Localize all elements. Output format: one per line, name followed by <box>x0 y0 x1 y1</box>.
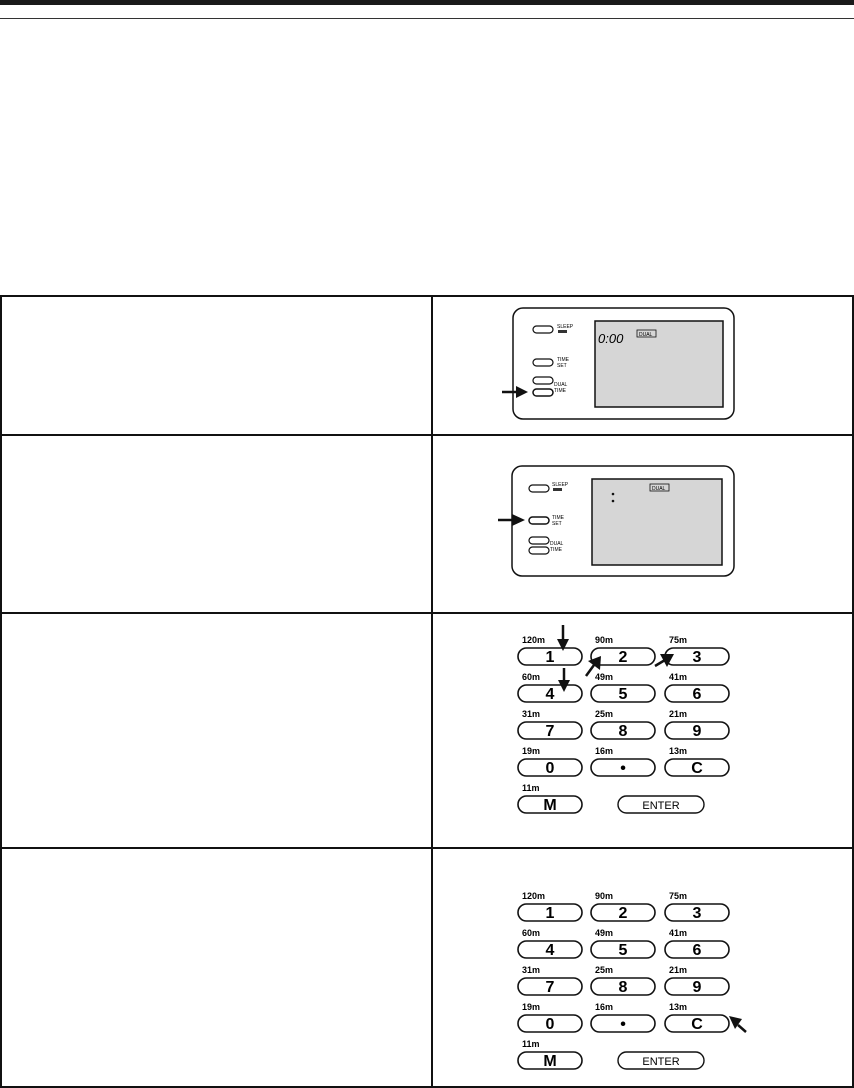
band-label-25m: 25m <box>595 709 614 719</box>
time-set-label-1: TIME <box>552 515 564 521</box>
key-M-label: M <box>543 1053 557 1070</box>
band-label-19m: 19m <box>522 746 541 756</box>
band-label-11m: 11m <box>522 783 540 793</box>
key-6-label: 6 <box>692 942 702 959</box>
radio-panel-dual-time <box>480 300 740 430</box>
band-label-21m: 21m <box>669 709 688 719</box>
header-rule-thick <box>0 0 854 5</box>
dual-time-label-1: DUAL <box>554 382 568 388</box>
time-set-button[interactable] <box>529 517 549 524</box>
key-1-label: 1 <box>545 905 555 922</box>
key-M-label: M <box>543 797 557 814</box>
dual-time-label-2: TIME <box>554 388 566 394</box>
enter-button-label: ENTER <box>642 800 680 812</box>
dual-time-button[interactable] <box>533 389 553 396</box>
enter-button-label: ENTER <box>642 1056 680 1068</box>
band-label-25m: 25m <box>595 965 614 975</box>
sleep-button[interactable] <box>533 326 553 333</box>
band-label-11m: 11m <box>522 1039 540 1049</box>
keypad-panel-clear <box>510 874 760 1084</box>
header-rule-thin <box>0 18 854 19</box>
key-1-label: 1 <box>545 649 555 666</box>
bed-icon <box>553 488 562 491</box>
time-set-label-1: TIME <box>557 357 569 363</box>
lcd-time: 0:00 <box>598 331 624 346</box>
band-label-90m: 90m <box>595 635 614 645</box>
table-border-top <box>0 295 854 297</box>
table-column-divider <box>431 295 433 1088</box>
band-label-60m: 60m <box>522 672 541 682</box>
lcd-dual-badge-text: DUAL <box>652 486 666 492</box>
table-border-left <box>0 295 2 1088</box>
sleep-button[interactable] <box>529 485 549 492</box>
key-5-label: 5 <box>618 942 628 959</box>
key-C-label: C <box>691 760 703 777</box>
band-label-16m: 16m <box>595 1002 614 1012</box>
band-label-19m: 19m <box>522 1002 541 1012</box>
table-row-divider <box>0 847 854 849</box>
band-label-49m: 49m <box>595 928 614 938</box>
key-3-label: 3 <box>692 905 702 922</box>
time-set-label-2: SET <box>552 521 562 527</box>
key-4-label: 4 <box>545 942 555 959</box>
band-label-13m: 13m <box>669 746 688 756</box>
band-label-75m: 75m <box>669 635 688 645</box>
time-set-button[interactable] <box>533 359 553 366</box>
lcd-colon-dot <box>612 493 615 496</box>
dual-time-button-upper[interactable] <box>533 377 553 384</box>
arrow-icon <box>729 1016 746 1032</box>
radio-panel-time-set <box>480 458 740 588</box>
key-2-label: 2 <box>618 649 628 666</box>
band-label-16m: 16m <box>595 746 614 756</box>
band-label-31m: 31m <box>522 709 541 719</box>
bed-icon <box>558 330 567 333</box>
band-label-41m: 41m <box>669 672 688 682</box>
key-4-label: 4 <box>545 686 555 703</box>
key-8-label: 8 <box>618 979 628 996</box>
key-8-label: 8 <box>618 723 628 740</box>
key-0-label: 0 <box>545 1016 555 1033</box>
dual-time-label-2: TIME <box>550 547 562 553</box>
table-row-divider <box>0 434 854 436</box>
lcd-colon-dot <box>612 500 615 503</box>
key-9-label: 9 <box>692 723 702 740</box>
key-•-label: • <box>620 760 626 777</box>
key-5-label: 5 <box>618 686 628 703</box>
key-C-label: C <box>691 1016 703 1033</box>
dual-time-button[interactable] <box>529 547 549 554</box>
band-label-49m: 49m <box>595 672 614 682</box>
band-label-41m: 41m <box>669 928 688 938</box>
key-0-label: 0 <box>545 760 555 777</box>
band-label-120m: 120m <box>522 635 546 645</box>
dual-time-label-1: DUAL <box>550 541 564 547</box>
band-label-60m: 60m <box>522 928 541 938</box>
band-label-21m: 21m <box>669 965 688 975</box>
band-label-13m: 13m <box>669 1002 688 1012</box>
band-label-75m: 75m <box>669 891 688 901</box>
lcd-dual-badge-text: DUAL <box>639 332 653 338</box>
key-7-label: 7 <box>545 723 555 740</box>
key-7-label: 7 <box>545 979 555 996</box>
time-set-label-2: SET <box>557 363 567 369</box>
key-6-label: 6 <box>692 686 702 703</box>
table-row-divider <box>0 612 854 614</box>
dual-time-button-upper[interactable] <box>529 537 549 544</box>
sleep-button-label: SLEEP <box>557 324 574 330</box>
arrow-icon <box>557 625 569 651</box>
band-label-90m: 90m <box>595 891 614 901</box>
keypad-panel-entry <box>510 618 760 828</box>
sleep-button-label: SLEEP <box>552 482 569 488</box>
key-3-label: 3 <box>692 649 702 666</box>
band-label-120m: 120m <box>522 891 546 901</box>
key-•-label: • <box>620 1016 626 1033</box>
key-2-label: 2 <box>618 905 628 922</box>
band-label-31m: 31m <box>522 965 541 975</box>
key-9-label: 9 <box>692 979 702 996</box>
